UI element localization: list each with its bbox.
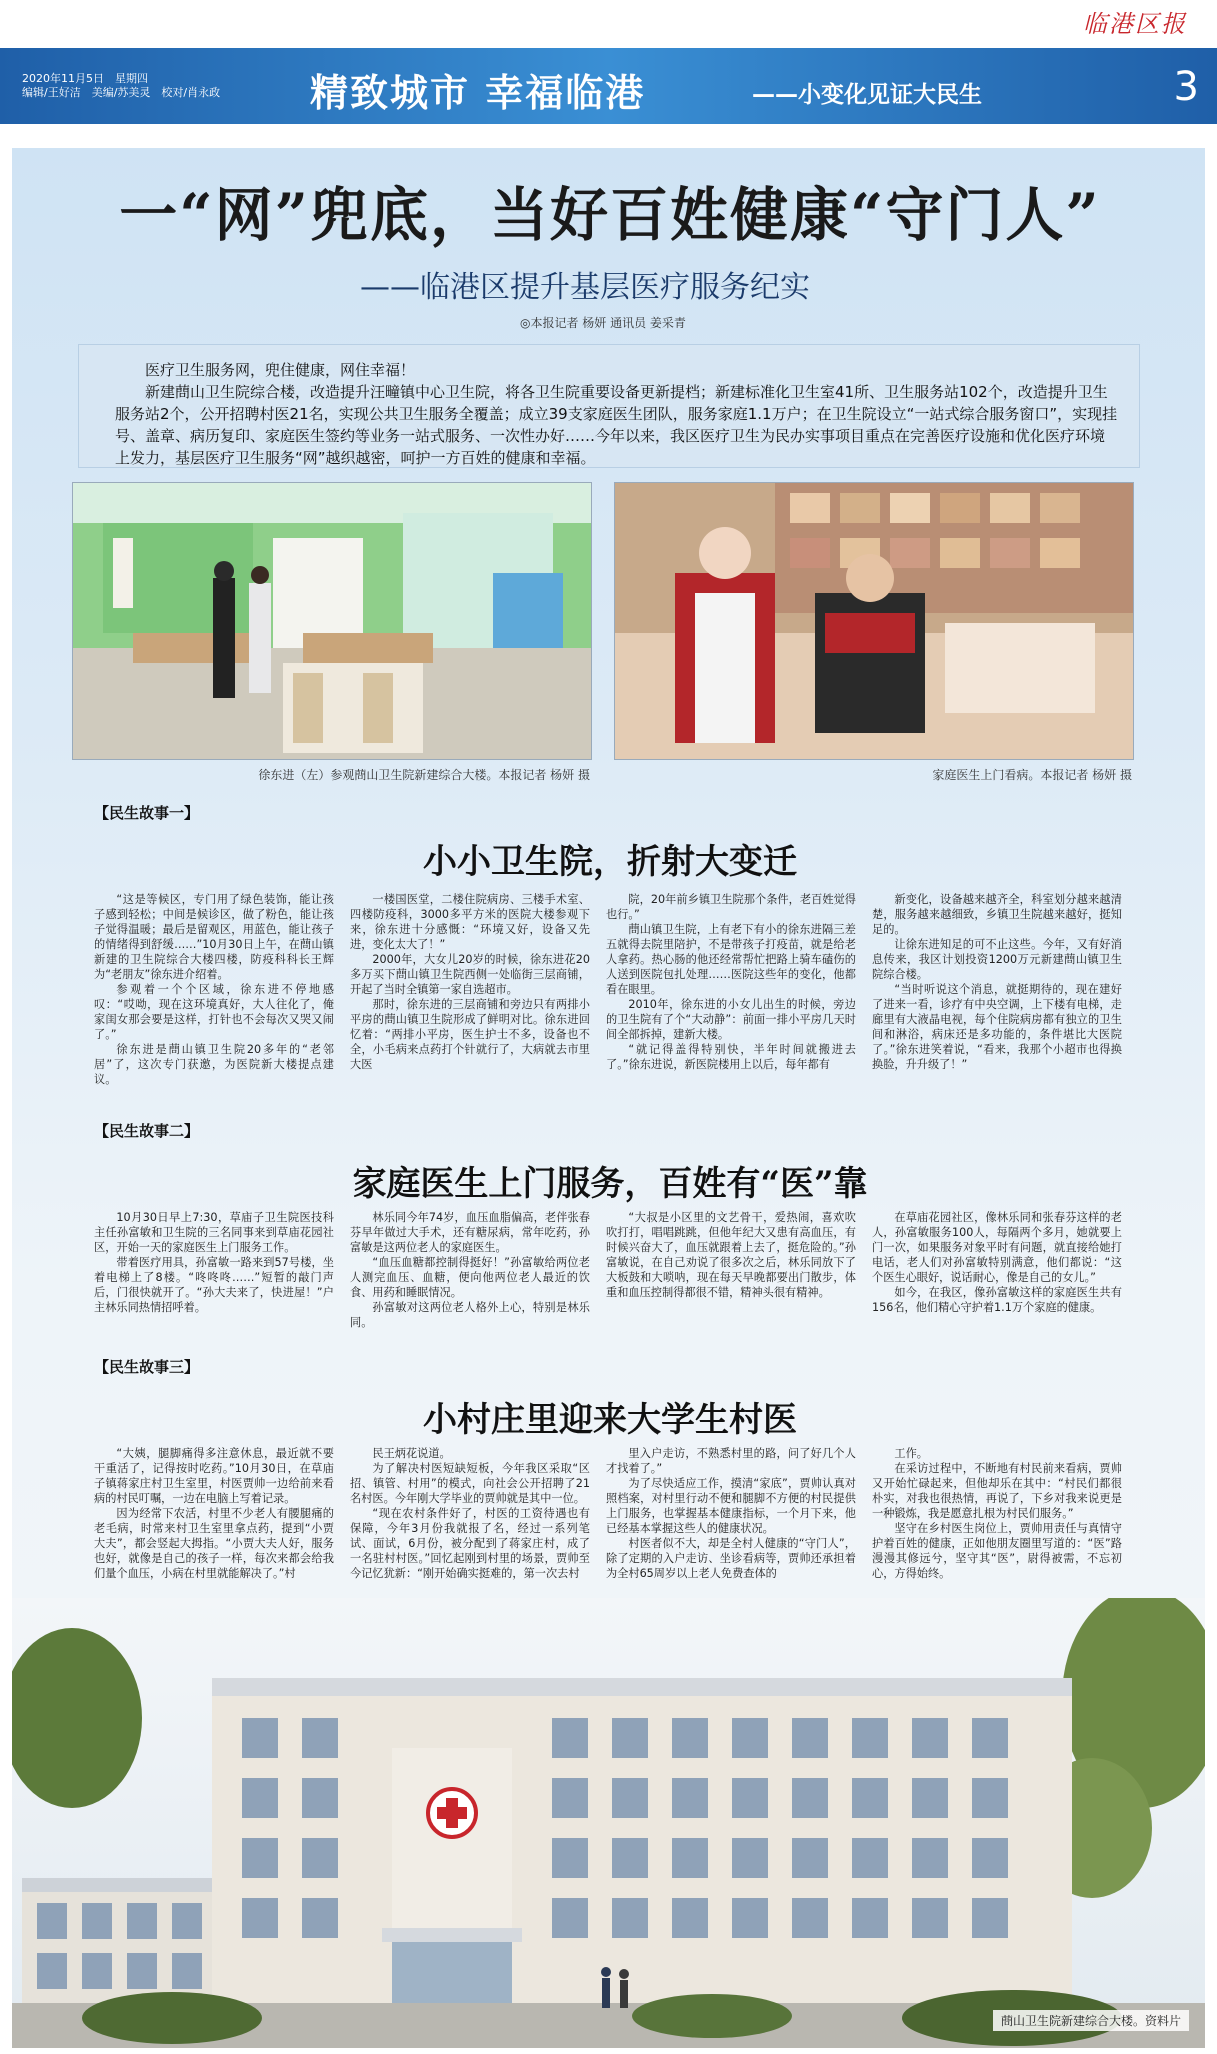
story-paragraph: “大叔是小区里的文艺骨干，爱热闹，喜欢吹吹打打，唱唱跳跳，但他年纪大又患有高血压，有时候兴奋大了，血压就跟着上去了，挺危险的。”孙富敏说，在自己劝说了很多次之后，林乐同放下了大板鼓和大唢呐，现在每天早晚都要出门散步，体重和血压控制得都很不错，精神头很有精神。	[606, 1211, 856, 1299]
photo-hospital-building	[12, 1598, 1205, 2048]
story-paragraph: 徐东进是蔄山镇卫生院20多年的“老邻居”了，这次专门获邀，为医院新大楼提点建议。	[94, 1043, 334, 1086]
story3-column	[94, 1446, 334, 1596]
story-paragraph: 坚守在乡村医生岗位上，贾帅用责任与真情守护着百姓的健康，正如他朋友圈里写道的：“医”路漫漫其修远兮，坚守其“医”，尉得被需，不忘初心，方得始终。	[872, 1522, 1122, 1580]
story1-column	[606, 892, 856, 1120]
story-paragraph: “当时听说这个消息，就挺期待的，现在建好了进来一看，诊疗有中央空调，上下楼有电梯，走廊里有大液晶电视，每个住院病房都有独立的卫生间和淋浴，病床还是多功能的，条件堪比大医院了。”徐东进笑着说，“看来，我那个小超市也得换换脸，升升级了！”	[872, 983, 1122, 1071]
story3-column	[350, 1446, 590, 1596]
story-paragraph: 院，20年前乡镇卫生院那个条件，老百姓觉得也行。”	[606, 893, 856, 921]
story3-column	[872, 1446, 1122, 1596]
story-paragraph: 在草庙花园社区，像林乐同和张春芬这样的老人，孙富敏服务100人，每隔两个多月，她就要上门一次，如果服务对象平时有问题，就直接给她打电话，老人们对孙富敏特别满意，他们都说：“这个医生心眼好，说话耐心，像是自己的女儿。”	[872, 1211, 1122, 1284]
story-paragraph: “血压血糖都控制得挺好！”孙富敏给两位老人测完血压、血糖，便向他两位老人最近的饮食、用药和睡眠情况。	[350, 1256, 590, 1299]
story2-title: 家庭医生上门服务，百姓有“医”靠	[352, 1164, 868, 1204]
story-paragraph: 新变化，设备越来越齐全，科室划分越来越清楚，服务越来越细致，乡镇卫生院越来越好，挺知足的。	[872, 893, 1122, 936]
story2-column	[872, 1210, 1122, 1360]
story-paragraph: 让徐东进知足的可不止这些。今年，又有好消息传来，我区计划投资1200万元新建蔄山镇卫生院综合楼。	[872, 938, 1122, 981]
story-paragraph: 为了解决村医短缺短板，今年我区采取“区招、镇管、村用”的模式，向社会公开招聘了21名村医。今年刚大学毕业的贾帅就是其中一位。	[350, 1462, 590, 1505]
story2-column	[350, 1210, 590, 1360]
story-paragraph: 10月30日早上7:30，草庙子卫生院医技科主任孙富敏和卫生院的三名同事来到草庙花园社区，开始一天的家庭医生上门服务工作。	[94, 1211, 334, 1254]
article-headline: 一“网”兜底，当好百姓健康“守门人”	[119, 181, 1101, 249]
photo-caption-right: 家庭医生上门看病。本报记者 杨妍 摄	[932, 768, 1132, 782]
story-paragraph: 带着医疗用具，孙富敏一路来到57号楼，坐着电梯上了8楼。“咚咚咚……”短暂的敲门声后，门很快就开了。“孙大夫来了，快进屋！”户主林乐同热情招呼着。	[94, 1256, 334, 1314]
story3-label: 【民生故事三】	[94, 1358, 200, 1376]
story-paragraph: 因为经常下农活，村里不少老人有腰腿痛的老毛病，时常来村卫生室里拿点药，提到“小贾大夫”，都会竖起大拇指。“小贾大夫人好，服务也好，就像是自己的孩子一样，每次来都会给我们量个血压，小病在村里就能解决了。”村	[94, 1507, 334, 1580]
lead-paragraph: 新建蔄山卫生院综合楼，改造提升汪疃镇中心卫生院，将各卫生院重要设备更新提档；新建标准化卫生室41所、卫生服务站102个，改造提升卫生服务站2个，公开招聘村医21名，实现公共卫生服务全覆盖；成立39支家庭医生团队，服务家庭1.1万户；在卫生院设立“一站式综合服务窗口”，实现挂号、盖章、病历复印、家庭医生签约等业务一站式服务、一次性办好……今年以来，我区医疗卫生为民办实事项目重点在完善医疗设施和优化医疗环境上发力，基层医疗卫生服务“网”越织越密，呵护一方百姓的健康和幸福。	[115, 383, 1118, 467]
story-paragraph: “这是等候区，专门用了绿色装饰，能让孩子感到轻松；中间是候诊区，做了粉色，能让孩子觉得温暖；最后是留观区，用蓝色，能让孩子的情绪得到舒缓……”10月30日上午，在蔄山镇新建的卫生院综合大楼四楼，防疫科科长王辉为“老朋友”徐东进介绍着。	[94, 893, 334, 981]
story-paragraph: “就记得盖得特别快，半年时间就搬进去了。”徐东进说，新医院楼用上以后，每年都有	[606, 1043, 856, 1071]
story-paragraph: 林乐同今年74岁，血压血脂偏高，老伴张春芬早年做过大手术，还有糖尿病，常年吃药，孙富敏是这两位老人的家庭医生。	[350, 1211, 590, 1254]
story3-title: 小村庄里迎来大学生村医	[423, 1400, 797, 1440]
photo-home-visit	[614, 482, 1134, 760]
banner-slogan: 精致城市 幸福临港	[310, 71, 646, 115]
story1-column	[94, 892, 334, 1120]
editors-line: 编辑/王好洁 美编/苏美灵 校对/肖永政	[22, 86, 221, 99]
story-paragraph: 工作。	[894, 1447, 928, 1460]
story-paragraph: 村医者似不大，却是全村人健康的“守门人”，除了定期的入户走访、坐诊看病等，贾帅还承担着为全村65周岁以上老人免费查体的	[606, 1537, 856, 1580]
lead-paragraph: 医疗卫生服务网，兜住健康，网住幸福！	[145, 361, 416, 379]
story1-column	[872, 892, 1122, 1120]
newspaper-brand: 临港区报	[1083, 10, 1187, 38]
story-paragraph: 2010年，徐东进的小女儿出生的时候，旁边的卫生院有了个“大动静”：前面一排小平房几天时间全部拆掉，建新大楼。	[606, 998, 856, 1041]
story-paragraph: “大姨，腿脚痛得多注意休息，最近就不要干重活了，记得按时吃药。”10月30日，在草庙子镇蒋家庄村卫生室里，村医贾帅一边给前来看病的村民叮嘱，一边在电脑上写着记录。	[94, 1447, 334, 1505]
page-banner	[0, 48, 1217, 124]
story-paragraph: 里入户走访，不熟悉村里的路，问了好几个人才找着了。”	[606, 1447, 856, 1475]
photo-clinic-interior	[72, 482, 592, 760]
article-byline: ◎本报记者 杨妍 通讯员 姜采青	[520, 316, 686, 330]
story-paragraph: 那时，徐东进的三层商铺和旁边只有两排小平房的蔄山镇卫生院形成了鲜明对比。徐东进回忆着：“两排小平房，医生护士不多，设备也不全，小毛病来点药打个针就行了，大病就去市里大医	[350, 998, 590, 1071]
story1-label: 【民生故事一】	[94, 804, 200, 822]
story-paragraph: 蔄山镇卫生院，上有老下有小的徐东进隔三差五就得去院里陪护，不是带孩子打疫苗，就是给老人拿药。热心肠的他还经常帮忙把路上骑车磕伤的人送到医院包扎处理……医院这些年的变化，他都看在眼里。	[606, 923, 856, 996]
story1-title: 小小卫生院，折射大变迁	[423, 842, 797, 882]
story-paragraph: 一楼国医堂，二楼住院病房、三楼手术室、四楼防疫科，3000多平方米的医院大楼参观下来，徐东进十分感慨：“环境又好，设备又先进，变化太大了！”	[350, 893, 590, 951]
issue-date: 2020年11月5日 星期四	[22, 72, 148, 85]
issue-meta	[22, 72, 220, 100]
story-paragraph: 孙富敏对这两位老人格外上心，特别是林乐同。	[350, 1301, 590, 1329]
story2-column	[94, 1210, 334, 1360]
story-paragraph: 民王炳花说道。	[372, 1447, 451, 1460]
story-paragraph: 2000年，大女儿20岁的时候，徐东进花20多万买下蔄山镇卫生院西侧一处临街三层商铺，开起了当时全镇第一家自选超市。	[350, 953, 590, 996]
lead-box	[78, 344, 1140, 468]
banner-subtitle: ——小变化见证大民生	[752, 82, 982, 108]
photo-caption-bottom: 蔄山卫生院新建综合大楼。资料片	[993, 2010, 1189, 2031]
story-paragraph: 为了尽快适应工作，摸清“家底”，贾帅认真对照档案，对村里行动不便和腿脚不方便的村民提供上门服务，也掌握基本健康指标，一个月下来，他已经基本掌握这些人的健康状况。	[606, 1477, 856, 1535]
masthead	[0, 0, 1217, 48]
article-subheadline: ——临港区提升基层医疗服务纪实	[360, 270, 810, 305]
photo-caption-left: 徐东进（左）参观蔄山卫生院新建综合大楼。本报记者 杨妍 摄	[258, 768, 590, 782]
story3-column	[606, 1446, 856, 1596]
story-paragraph: “现在农村条件好了，村医的工资待遇也有保障，今年3月份我就报了名，经过一系列笔试、面试，6月份，被分配到了蒋家庄村，成了一名驻村村医。”回忆起刚到村里的场景，贾帅至今记忆犹新：“刚开始确实挺难的，第一次去村	[350, 1507, 590, 1580]
story-paragraph: 在采访过程中，不断地有村民前来看病，贾帅又开始忙碌起来，但他却乐在其中：“村民们都很朴实，对我也很热情，再说了，下乡对我来说更是一种锻炼，我是愿意扎根为村民们服务。”	[872, 1462, 1122, 1520]
page-number: 3	[1173, 64, 1199, 110]
story-paragraph: 如今，在我区，像孙富敏这样的家庭医生共有156名，他们精心守护着1.1万个家庭的健康。	[872, 1286, 1122, 1314]
story2-column	[606, 1210, 856, 1360]
red-cross-icon	[428, 1789, 476, 1837]
story1-column	[350, 892, 590, 1120]
story-paragraph: 参观着一个个区域，徐东进不停地感叹：“哎呦，现在这环境真好，大人往化了，俺家闺女那会要是这样，打针也不会每次又哭又闹了。”	[94, 983, 334, 1041]
story2-label: 【民生故事二】	[94, 1122, 200, 1140]
